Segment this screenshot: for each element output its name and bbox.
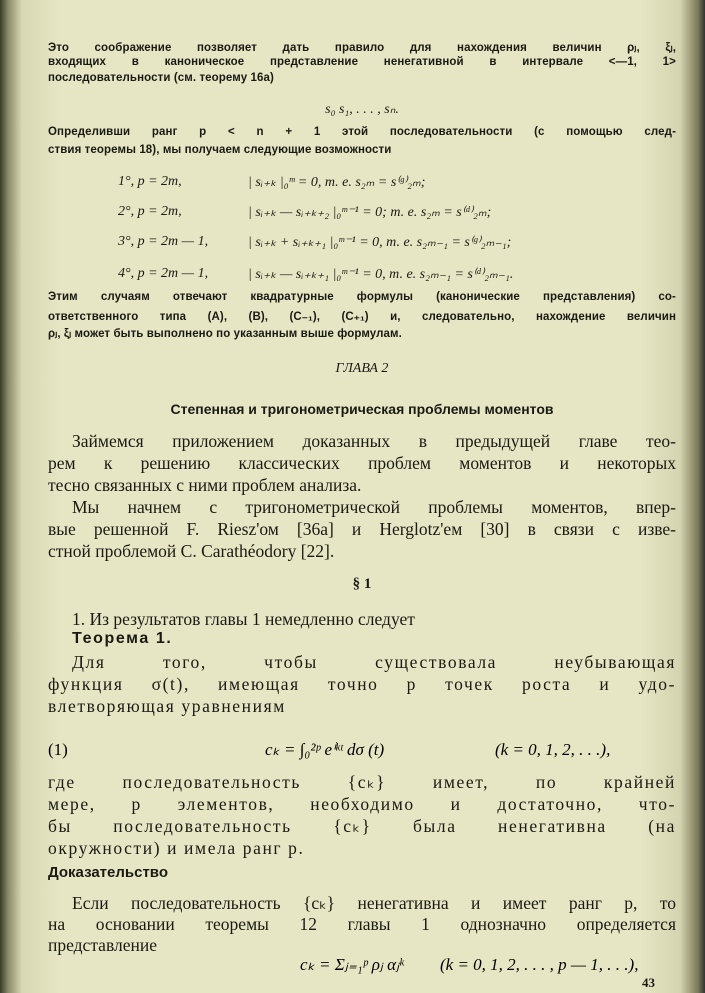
- text-line: Если последовательность {cₖ} ненегативна и имеет ранг p, то: [72, 893, 676, 913]
- case-label: 1°, p = 2m,: [118, 174, 182, 189]
- equation-condition: (k = 0, 1, 2, . . .),: [495, 740, 611, 759]
- text-line: влетворяющая уравнениям: [48, 696, 286, 716]
- case-expression: | sᵢ₊ₖ — sᵢ₊ₖ₊₁ |₀ᵐ⁻¹ = 0, т. е. s₂ₘ₋₁ = s⁽ᵈ⁾₂ₘ₋₁.: [248, 267, 514, 282]
- chapter-title: Степенная и тригонометрическая проблемы моментов: [170, 401, 554, 417]
- text-line: мере, p элементов, необходимо и достаточно, что-: [48, 794, 676, 814]
- text-line: где последовательность {cₖ} имеет, по крайней: [48, 772, 676, 792]
- text-line: ствия теоремы 18), мы получаем следующие возможности: [48, 144, 392, 156]
- theorem-title: Теорема 1.: [72, 630, 173, 647]
- text-line: бы последовательность {cₖ} была ненегативна (на: [48, 816, 676, 836]
- case-3: [0, 234, 705, 256]
- section-heading: § 1: [352, 576, 372, 592]
- text-line: Займемся приложением доказанных в предыдущей главе тео-: [72, 431, 676, 451]
- case-label: 3°, p = 2m — 1,: [118, 234, 209, 249]
- equation-2: [0, 955, 705, 981]
- text-line: на основании теоремы 12 главы 1 однозначно определяется: [48, 914, 676, 934]
- text-line: представление: [48, 935, 157, 955]
- equation-formula: cₖ = ∫₀²ᵖ eⁱᵏᵗ dσ (t): [265, 740, 385, 759]
- text-line: стной проблемой C. Carathéodory [22].: [48, 541, 335, 561]
- text-line: ответственного типа (A), (B), (C₋₁), (C₊₁) и, следовательно, нахождение величин: [48, 311, 676, 323]
- case-label: 4°, p = 2m — 1,: [118, 266, 209, 281]
- sequence-formula: s₀ s₁, . . . , sₙ.: [325, 102, 399, 117]
- text-line: Это соображение позволяет дать правило для нахождения величин ρⱼ, ξⱼ,: [48, 42, 676, 54]
- case-label: 2°, p = 2m,: [118, 204, 182, 219]
- equation-condition: (k = 0, 1, 2, . . . , p — 1, . . .),: [440, 955, 639, 974]
- text-line: входящих в каноническое представление ненегативной в интервале <—1, 1>: [48, 56, 676, 68]
- case-2: [0, 204, 705, 226]
- text-line: Мы начнем с тригонометрической проблемы моментов, впер-: [72, 497, 676, 517]
- case-4: [0, 266, 705, 288]
- case-1: [0, 174, 705, 196]
- text-line: рем к решению классических проблем моментов и некоторых: [48, 453, 676, 473]
- proof-title: Доказательство: [48, 864, 168, 881]
- chapter-label: ГЛАВА 2: [335, 361, 389, 376]
- text-line: тесно связанных с ними проблем анализа.: [48, 475, 362, 495]
- equation-formula: cₖ = Σⱼ₌₁ᵖ ρⱼ αⱼᵏ: [300, 955, 404, 974]
- text-line: ρⱼ, ξⱼ может быть выполнено по указанным выше формулам.: [48, 328, 402, 340]
- page-number: 43: [642, 975, 655, 990]
- text-line: вые решенной F. Riesz'ом [36a] и Herglotz'ем [30] в связи с изве-: [48, 519, 676, 539]
- case-expression: | sᵢ₊ₖ — sᵢ₊ₖ₊₂ |₀ᵐ⁻¹ = 0; т. е. s₂ₘ = s⁽ᵈ⁾₂ₘ;: [248, 205, 492, 220]
- case-expression: | sᵢ₊ₖ |₀ᵐ = 0, т. е. s₂ₘ = s⁽ᵍ⁾₂ₘ;: [248, 175, 426, 190]
- text-line: функция σ(t), имеющая точно p точек роста и удо-: [48, 674, 676, 694]
- equation-1: [0, 740, 705, 770]
- item-heading: 1. Из результатов главы 1 немедленно следует: [72, 609, 415, 629]
- text-line: последовательности (см. теорему 16а): [48, 72, 274, 84]
- text-line: Для того, чтобы существовала неубывающая: [72, 652, 676, 672]
- text-line: Этим случаям отвечают квадратурные формулы (канонические представления) со-: [48, 291, 676, 303]
- equation-number: (1): [48, 740, 68, 759]
- case-expression: | sᵢ₊ₖ + sᵢ₊ₖ₊₁ |₀ᵐ⁻¹ = 0, т. е. s₂ₘ₋₁ = s⁽ᵍ⁾₂ₘ₋₁;: [248, 235, 512, 250]
- text-line: окружности) и имела ранг p.: [48, 838, 305, 858]
- text-line: Определивши ранг p < n + 1 этой последовательности (с помощью след-: [48, 126, 676, 138]
